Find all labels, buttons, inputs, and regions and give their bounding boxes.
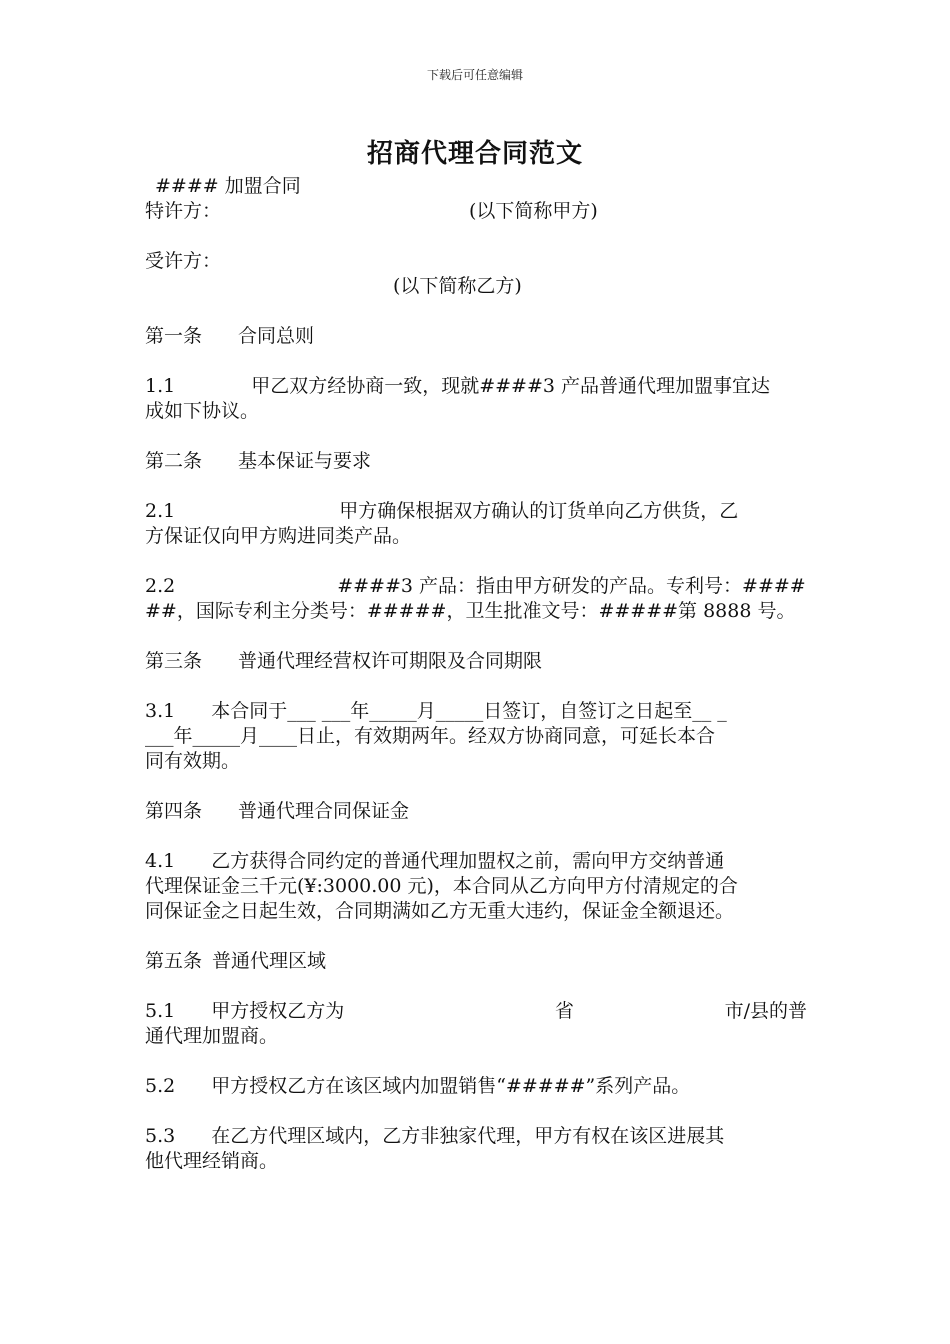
article-2-heading [145,449,807,474]
clause-4-1-line2: 代理保证金三千元(¥:3000.00 元)，本合同从乙方向甲方付清规定的合 [145,875,738,897]
party-b-note-line [145,274,807,299]
clause-5-3-text: 在乙方代理区域内，乙方非独家代理，甲方有权在该区进展其 [211,1125,725,1147]
header-note: 下载后可任意编辑 [426,68,523,82]
article-2-number: 第二条 [145,450,203,472]
clause-5-3-number: 5.3 [145,1125,176,1147]
clause-2-2-text: ####3 产品：指由甲方研发的产品。专利号：#### [337,575,806,597]
clause-3-1-line1 [145,699,807,724]
clause-2-2-line1 [145,574,807,599]
clause-3-1-line2: ___年_____月____日止，有效期两年。经双方协商同意，可延长本合 [145,725,716,747]
party-a-note: (以下简称甲方) [469,200,598,222]
clause-5-2-number: 5.2 [145,1075,176,1097]
article-3-heading [145,649,807,674]
article-2-title: 基本保证与要求 [238,450,372,472]
clause-1-1-line2: 成如下协议。 [145,400,260,422]
article-3-title: 普通代理经营权许可期限及合同期限 [238,650,543,672]
clause-4-1-line3: 同保证金之日起生效，合同期满如乙方无重大违约，保证金全额退还。 [145,900,735,922]
clause-1-1-line1 [145,374,807,399]
clause-3-1-text: 本合同于___ ___年_____月_____日签订，自签订之日起至__ _ [211,700,727,722]
clause-3-1-number: 3.1 [145,700,176,722]
clause-4-1-text: 乙方获得合同约定的普通代理加盟权之前，需向甲方交纳普通 [211,850,725,872]
clause-2-2-number: 2.2 [145,575,176,597]
clause-2-1-number: 2.1 [145,500,176,522]
article-5-number: 第五条 [145,950,203,972]
clause-5-1-text-a: 甲方授权乙方为 [211,1000,345,1022]
clause-1-1-text: 甲乙双方经协商一致，现就####3 产品普通代理加盟事宜达 [251,375,771,397]
party-b-label: 受许方： [145,250,222,272]
document-body [145,174,807,1174]
clause-5-2-text: 甲方授权乙方在该区域内加盟销售“#####”系列产品。 [211,1075,691,1097]
contract-name: #### 加盟合同 [155,175,301,197]
clause-5-1-text-c: 市/县的普 [724,1000,807,1022]
article-1-title: 合同总则 [238,325,315,347]
clause-5-2-line1 [145,1074,807,1099]
clause-5-1-line1 [145,999,807,1024]
party-b-note: (以下简称乙方) [393,275,522,297]
article-3-number: 第三条 [145,650,203,672]
clause-2-1-line1 [145,499,807,524]
clause-5-3-line2: 他代理经销商。 [145,1150,279,1172]
clause-2-1-line2: 方保证仅向甲方购进同类产品。 [145,525,412,547]
clause-5-1-line2: 通代理加盟商。 [145,1025,279,1047]
clause-5-1-text-b: 省 [554,1000,574,1022]
article-4-heading [145,799,807,824]
party-a-label: 特许方： [145,200,222,222]
article-1-heading [145,324,807,349]
party-a-line [145,199,807,224]
article-4-number: 第四条 [145,800,203,822]
clause-5-1-lead [145,999,344,1024]
article-5-heading [145,949,807,974]
clause-2-2-line2: ##，国际专利主分类号：#####，卫生批准文号：#####第 8888 号。 [145,600,796,622]
clause-4-1-line1 [145,849,807,874]
document-title: 招商代理合同范文 [366,139,583,169]
article-1-number: 第一条 [145,325,203,347]
clause-4-1-number: 4.1 [145,850,176,872]
clause-2-1-text: 甲方确保根据双方确认的订货单向乙方供货，乙 [339,500,739,522]
clause-1-1-number: 1.1 [145,375,176,397]
clause-3-1-line3: 同有效期。 [145,750,241,772]
clause-5-3-line1 [145,1124,807,1149]
article-5-title: 普通代理区域 [212,950,327,972]
article-4-title: 普通代理合同保证金 [238,800,410,822]
clause-5-1-number: 5.1 [145,1000,176,1022]
